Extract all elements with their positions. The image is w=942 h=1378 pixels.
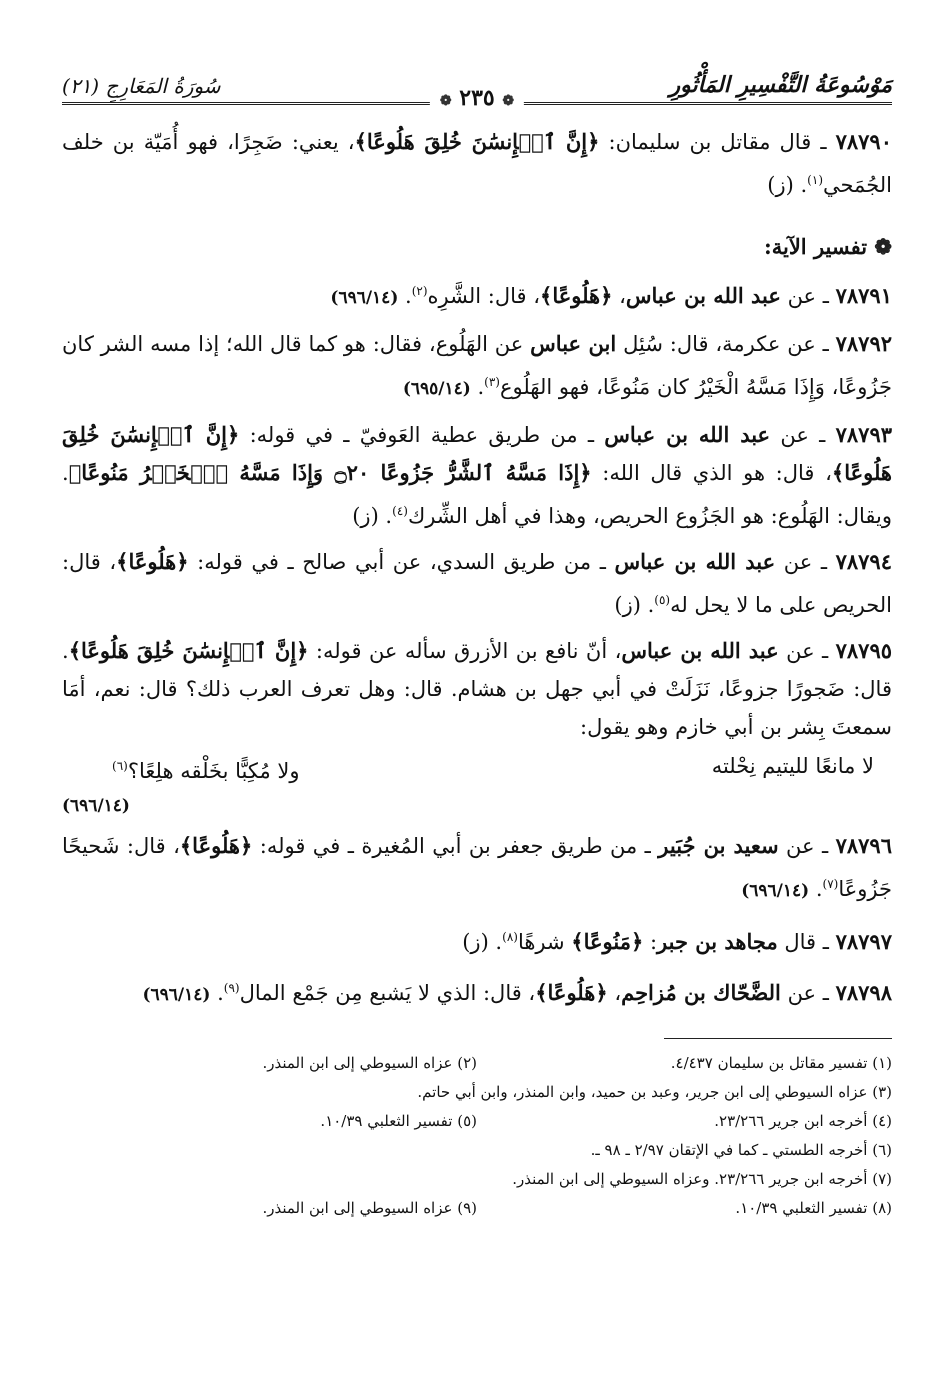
surah-title: سُورَةُ المَعَارِجِ (٢١) [62,74,221,98]
volume-reference: (٦٩٥/١٤) [402,379,471,399]
quran-quote: ﴿هَلُوعًا﴾ [116,549,189,574]
entry-78793 [62,416,892,535]
entry-text: . [210,981,224,1005]
footnote-row [62,1049,892,1078]
main-text [62,123,892,1014]
verse-first-hemistich: لا مانعًا لليتيم نِحْلته [711,754,874,778]
quran-quote: ﴿إِنَّ ٱلۡإِنسَٰنَ خُلِقَ هَلُوعًا﴾ [62,422,892,485]
entry-text: ، [612,284,626,308]
entry-78798 [62,969,892,1014]
entry-text: . (ز) [462,930,503,954]
narrator-name: سعيد بن جُبَير [658,833,779,858]
entry-78797 [62,918,892,961]
footnote-row [62,1107,892,1136]
entry-text: ـ عن عكرمة، قال: سُئِل [616,332,836,356]
entry-number: ٧٨٧٩٨ [835,980,892,1005]
entry-78790 [62,123,892,204]
footnote-marker: (٤) [392,504,408,518]
quran-quote: ﴿إِذَا مَسَّهُ ٱلشَّرُّ جَزُوعًا ۝٢٠ وَإِذَا مَسَّهُ ٱلۡخَيۡرُ مَنُوعًا﴾ [68,460,592,485]
narrator-name: عبد الله بن عباس [621,638,779,663]
page-number-box [430,85,524,111]
narrator-name: عبد الله بن عباس [604,422,771,447]
narrator-name: مجاهد بن جبر [657,929,778,954]
entry-text: ـ من طريق عطية العَوفيّ ـ في قوله: [239,423,605,447]
entry-text: ـ قال [777,930,836,954]
poetry-verse [62,746,892,791]
entry-text: ـ عن [778,639,836,663]
volume-reference: (٦٩٦/١٤) [741,881,810,901]
entry-78792 [62,325,892,408]
entry-text: ـ من طريق جعفر بن أبي المُغيرة ـ في قوله: [252,834,659,858]
narrator-name: عبد الله بن عباس [614,549,776,574]
entry-text: ـ من طريق السدي، عن أبي صالح ـ في قوله: [188,550,615,574]
quran-quote: ﴿مَنُوعًا﴾ [571,929,644,954]
entry-text: . (ز) [614,593,655,617]
volume-reference: (٦٩٦/١٤) [142,985,211,1005]
footnote-marker: (٥) [654,593,671,607]
entry-number: ٧٨٧٩٥ [835,638,893,663]
book-title: مَوْسُوعَةُ التَّفْسِيرِ المَأْثُورِ [669,72,892,98]
narrator-name: ابن عباس [530,331,617,356]
footnote-marker: (١) [807,173,823,187]
footnote-9: (٩) عزاه السيوطي إلى ابن المنذر. [262,1199,477,1217]
entry-text: ، أنّ نافع بن الأزرق سأله عن قوله: [308,639,622,663]
page-number: ٢٣٥ [459,85,495,111]
entry-text: . قال: ضَجورًا جزوعًا، نَزَلَتْ في أبي جهل بن هشام. قال: وهل تعرف العرب ذلك؟ قال: نعم، أمَا سمعتَ بِشر بن أبي خازم وهو يقول: [62,639,892,739]
entry-text: ، قال: الذي لا يَشبع مِن جَمْع المال [239,981,536,1005]
entry-number: ٧٨٧٩٧ [835,929,892,954]
footnote-7: (٧) أخرجه ابن جرير ٢٣/٢٦٦. وعزاه السيوطي إلى ابن المنذر. [512,1170,892,1188]
entry-text: ، قال: الحريص على ما لا يحل له [62,550,892,617]
entry-78795 [62,632,892,746]
footnote-marker: (٦) [112,759,128,773]
quran-quote: ﴿هَلُوعًا﴾ [540,283,613,308]
entry-number: ٧٨٧٩١ [835,283,892,308]
entry-text: ـ عن [775,550,836,574]
footnote-marker: (٣) [484,375,500,389]
entry-text: . (ز) [767,173,808,197]
entry-text: عن الهَلُوع، فقال: هو كما قال الله؛ إذا مسه الشر كان جَزُوعًا، وَإِذَا مَسَّهُ الْخَيْرُ كان مَنُوعًا، فهو الهَلُوع [62,332,892,399]
footnote-marker: (٨) [502,930,518,944]
section-heading [62,228,892,266]
footnote-separator [664,1038,892,1039]
entry-text: ، يعني: ضَجِرًا، فهو أُمَيّة بن خلف الجُمَحي [62,130,892,197]
footnote-3: (٣) عزاه السيوطي إلى ابن جرير، وعبد بن حميد، وابن المنذر، وابن أبي حاتم. [417,1083,892,1101]
footnote-8: (٨) تفسير الثعلبي ١٠/٣٩. [735,1199,892,1217]
footnote-marker: (٧) [822,877,839,891]
entry-78796 [62,827,892,910]
section-title: تفسير الآية: [763,234,868,259]
entry-text: شرهًا [517,930,572,954]
entry-text: ـ قال مقاتل بن سليمان: [599,130,836,154]
entry-number: ٧٨٧٩٢ [835,331,893,356]
entry-number: ٧٨٧٩٠ [835,129,892,154]
verse-second-hemistich: ولا مُكِبًّا بخَلْقه هلِعًا؟ [127,759,300,783]
entry-text: ـ عن [778,834,836,858]
ornament-icon: ❁ [439,93,452,109]
narrator-name: الضَّحّاك بن مُزاحِم [621,980,781,1005]
narrator-name: عبد الله بن عباس [625,283,781,308]
entry-78791 [62,272,892,317]
entry-text: ، [607,981,622,1005]
volume-reference: (٦٩٦/١٤) [62,796,130,816]
footnote-marker: (٢) [411,284,428,298]
volume-reference: (٦٩٦/١٤) [330,288,399,308]
quran-quote: ﴿هَلُوعًا﴾ [535,980,608,1005]
entry-text: ـ عن [780,981,836,1005]
entry-text: . [398,284,412,308]
entry-text: . (ز) [352,504,393,528]
entry-text: ، قال: هو الذي قال الله: [591,461,832,485]
footnote-row [62,1194,892,1223]
footnote-1: (١) تفسير مقاتل بن سليمان ٤/٤٣٧. [670,1054,892,1072]
ornament-icon: ❁ [502,93,515,109]
entry-text: ـ عن [770,423,836,447]
footnote-5: (٥) تفسير الثعلبي ١٠/٣٩. [320,1112,477,1130]
entry-number: ٧٨٧٩٦ [835,833,892,858]
footnote-marker: (٩) [223,981,240,995]
entry-text: ـ عن [780,284,836,308]
entry-text: . ويقال: الهَلُوع: هو الجَزُوع الحريص، وهذا في أهل الشِّرك [62,461,892,528]
quran-quote: ﴿إِنَّ ٱلۡإِنسَٰنَ خُلِقَ هَلُوعًا﴾ [68,638,309,663]
entry-number: ٧٨٧٩٣ [835,422,893,447]
entry-text: . [809,877,823,901]
quran-quote: ﴿إِنَّ ٱلۡإِنسَٰنَ خُلِقَ هَلُوعًا﴾ [354,129,600,154]
book-page [62,62,892,1223]
entry-text: ، قال: الشَّرِه [427,284,541,308]
footnote-4: (٤) أخرجه ابن جرير ٢٣/٢٦٦. [714,1112,892,1130]
entry-text: . [470,375,485,399]
footnotes [62,1049,892,1223]
entry-text: ، قال: شَحيحًا جَزُوعًا [62,834,892,901]
flower-ornament-icon: ❁ [867,234,892,259]
quran-quote: ﴿هَلُوعًا﴾ [179,833,253,858]
entry-text: : [643,930,658,954]
footnote-6: (٦) أخرجه الطستي ـ كما في الإتقان ٢/٩٧ ـ ٩٨ ـ. [590,1141,892,1159]
entry-number: ٧٨٧٩٤ [835,549,892,574]
footnote-2: (٢) عزاه السيوطي إلى ابن المنذر. [262,1054,477,1072]
entry-78794 [62,543,892,624]
